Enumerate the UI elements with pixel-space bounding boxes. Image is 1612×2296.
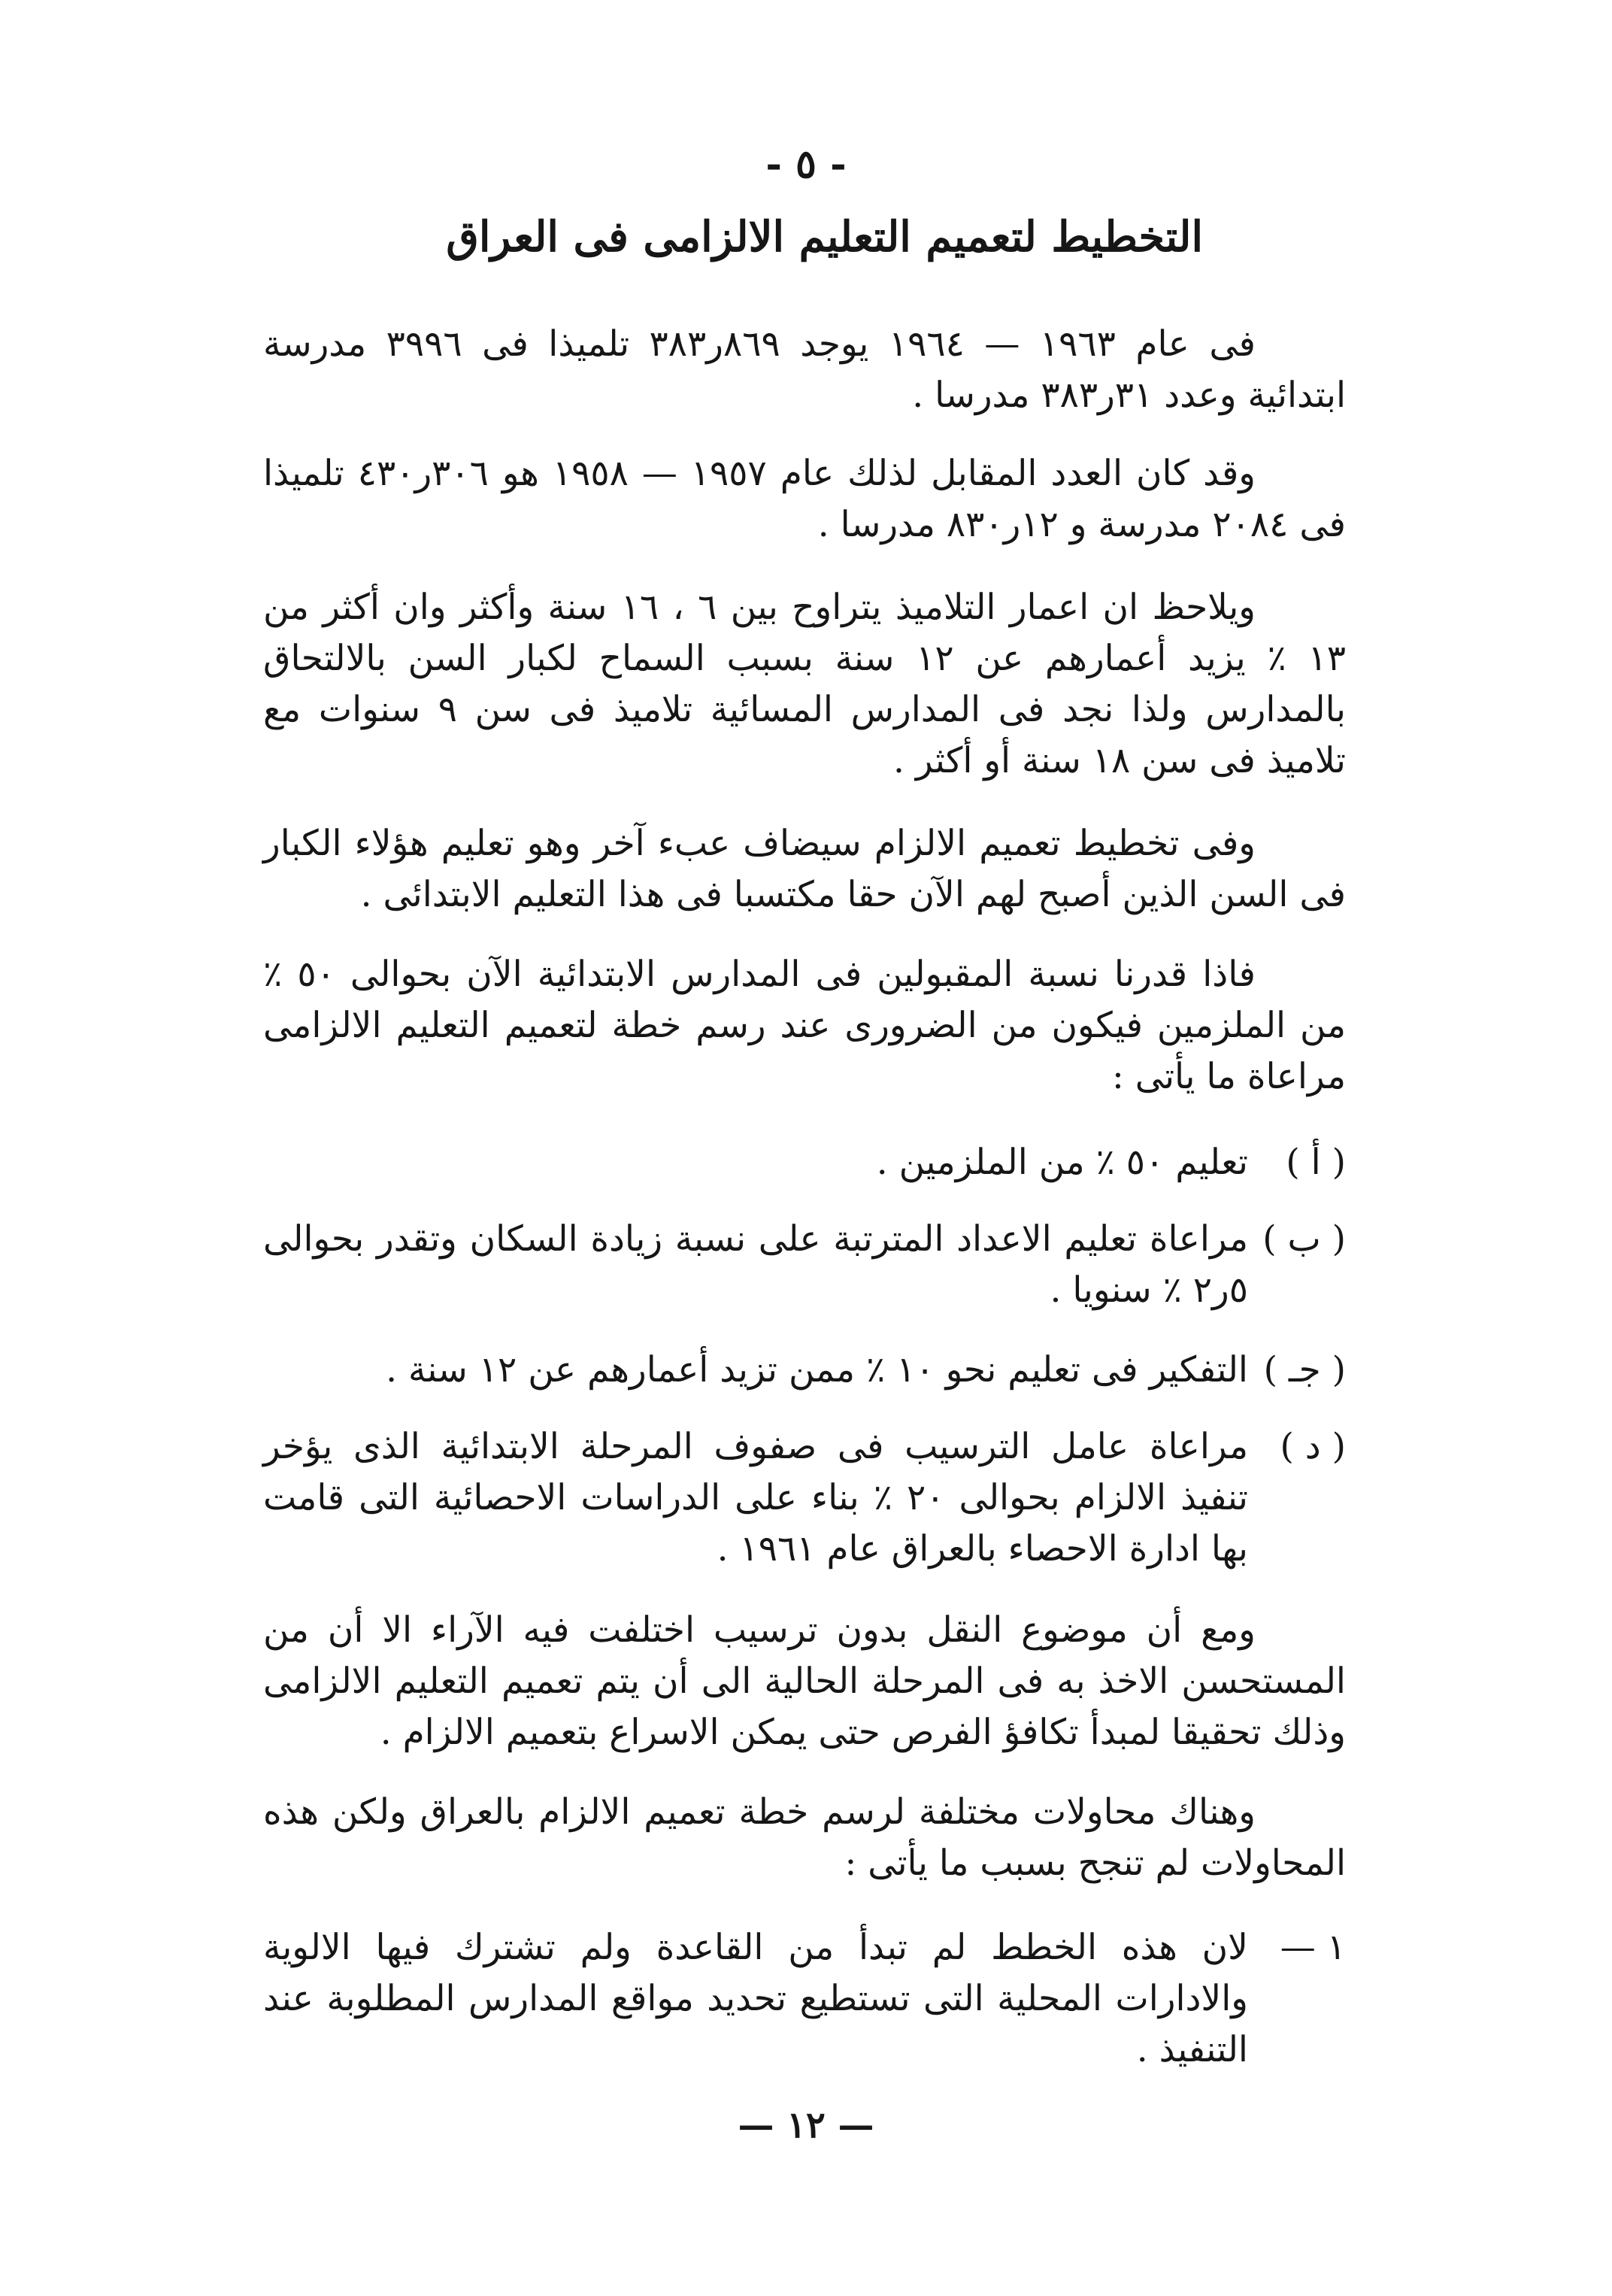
paragraph-6: ومع أن موضوع النقل بدون ترسيب اختلفت فيه الآراء الا أن من المستحسن الاخذ به فى المرحلة الحالية الى أن يتم تعميم التعليم الالزامى وذلك تحقيقا لمبدأ تكافؤ الفرص حتى يمكن الاسراع بتعميم الالزام . (263, 1609, 1346, 1753)
list-marker-c: ( جـ ) (1263, 1349, 1346, 1391)
paragraph-2: وقد كان العدد المقابل لذلك عام ١٩٥٧ — ١٩٥٨ هو ٣٠٦ر٤٣٠ تلميذا فى ٢٠٨٤ مدرسة و ١٢ر٨٣٠ مدرسا . (263, 453, 1346, 545)
list-text-1: لان هذه الخطط لم تبدأ من القاعدة ولم تشترك فيها الالوية والادارات المحلية التى تستطيع تحديد مواقع المدارس المطلوبة عند التنفيذ . (263, 1927, 1248, 2070)
paragraph-3: ويلاحظ ان اعمار التلاميذ يتراوح بين ٦ ، ١٦ سنة وأكثر وان أكثر من ١٣ ٪ يزيد أعمارهم عن ١٢ سنة بسبب السماح لكبار السن بالالتحاق بالمدارس ولذا نجد فى المدارس المسائية تلاميذ فى سن ٩ سنوات مع تلاميذ فى سن ١٨ سنة أو أكثر . (263, 587, 1346, 781)
list-text-c: التفكير فى تعليم نحو ١٠ ٪ ممن تزيد أعمارهم عن ١٢ سنة . (386, 1349, 1248, 1391)
list-text-b: مراعاة تعليم الاعداد المترتبة على نسبة زيادة السكان وتقدر بحوالى ٥ر٢ ٪ سنويا . (263, 1218, 1248, 1311)
list-text-d: مراعاة عامل الترسيب فى صفوف المرحلة الابتدائية الذى يؤخر تنفيذ الالزام بحوالى ٢٠ ٪ بناء على الدراسات الاحصائية التى قامت بها ادارة الاحصاء بالعراق عام ١٩٦١ . (263, 1426, 1248, 1570)
list-item-c (263, 1345, 1346, 1396)
list-item-b (263, 1214, 1346, 1316)
document-title: التخطيط لتعميم التعليم الالزامى فى العراق (446, 212, 1203, 262)
paragraph-4: وفى تخطيط تعميم الالزام سيضاف عبء آخر وهو تعليم هؤلاء الكبار فى السن الذين أصبح لهم الآن حقا مكتسبا فى هذا التعليم الابتدائى . (263, 823, 1346, 915)
paragraph-5: فاذا قدرنا نسبة المقبولين فى المدارس الابتدائية الآن بحوالى ٥٠ ٪ من الملزمين فيكون من الضرورى عند رسم خطة لتعميم التعليم الالزامى مراعاة ما يأتى : (263, 954, 1346, 1097)
header-page-marker: - ٥ - (765, 141, 847, 187)
footer-page-number: — ١٢ — (738, 2104, 874, 2146)
list-text-a: تعليم ٥٠ ٪ من الملزمين . (876, 1142, 1248, 1183)
list-marker-1: ١ — (1280, 1927, 1346, 1968)
paragraph-1: فى عام ١٩٦٣ — ١٩٦٤ يوجد ٨٦٩ر٣٨٣ تلميذا فى ٣٩٩٦ مدرسة ابتدائية وعدد ٣١ر٣٨٣ مدرسا . (263, 323, 1346, 416)
list-item-d (263, 1421, 1346, 1575)
list-item-a (263, 1137, 1346, 1188)
list-marker-d: ( د ) (1280, 1426, 1346, 1467)
list-item-1 (263, 1922, 1346, 2076)
list-marker-b: ( ب ) (1262, 1218, 1346, 1260)
paragraph-7: وهناك محاولات مختلفة لرسم خطة تعميم الالزام بالعراق ولكن هذه المحاولات لم تنجح بسبب ما يأتى : (263, 1791, 1346, 1884)
list-marker-a: ( أ ) (1286, 1142, 1346, 1183)
